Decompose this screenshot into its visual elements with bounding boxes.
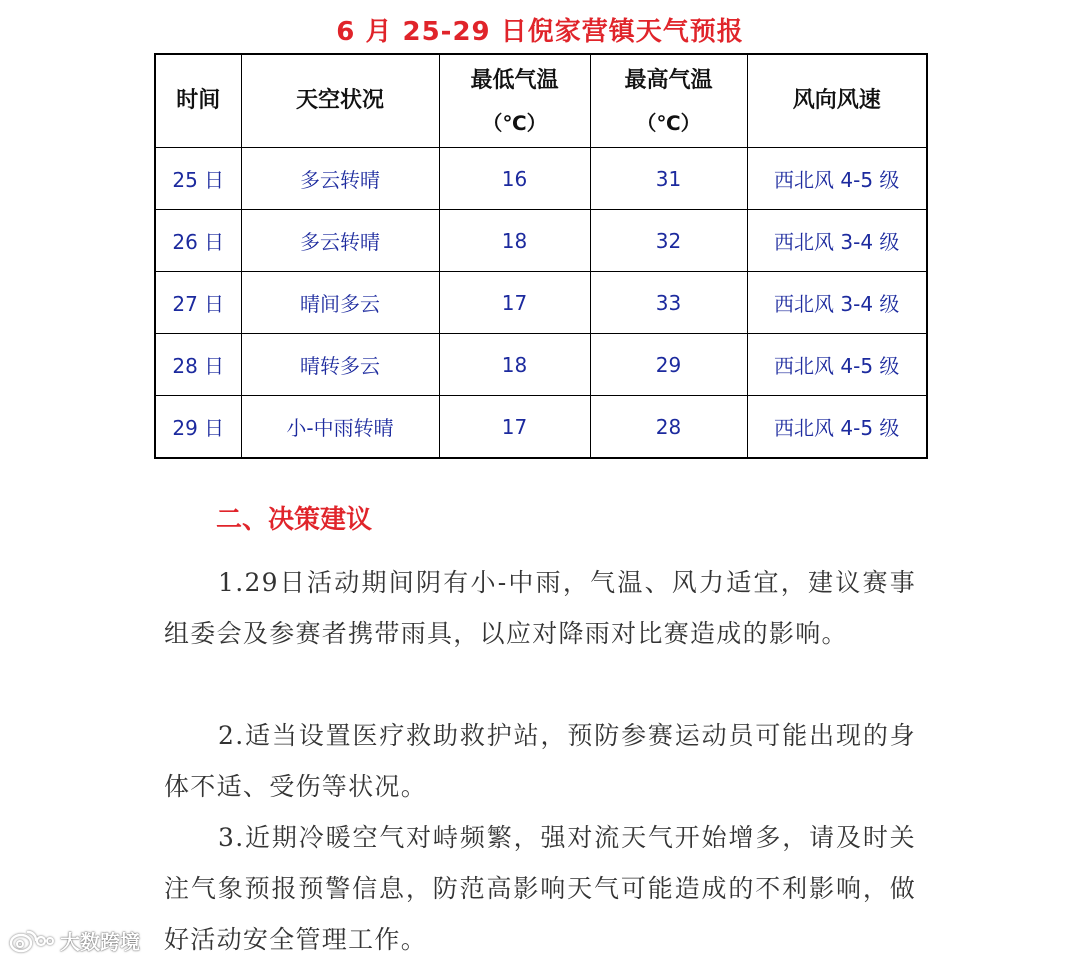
cell-max-temp: 28	[590, 396, 747, 459]
cell-wind: 西北风 3-4 级	[747, 272, 927, 334]
cell-min-temp: 18	[439, 334, 590, 396]
cell-day: 29 日	[155, 396, 241, 459]
watermark-text: 大数跨境	[60, 929, 140, 954]
weibo-logo-icon	[8, 926, 54, 954]
header-max-temp-unit: （℃）	[636, 111, 701, 135]
cell-max-temp: 29	[590, 334, 747, 396]
weather-forecast-table	[154, 53, 928, 459]
cell-day: 26 日	[155, 210, 241, 272]
cell-wind: 西北风 4-5 级	[747, 148, 927, 210]
header-wind: 风向风速	[747, 54, 927, 148]
cell-max-temp: 32	[590, 210, 747, 272]
cell-day: 28 日	[155, 334, 241, 396]
header-time: 时间	[155, 54, 241, 148]
table-row	[155, 148, 927, 210]
section-heading: 二、决策建议	[216, 505, 373, 535]
cell-sky: 晴间多云	[241, 272, 439, 334]
cell-min-temp: 18	[439, 210, 590, 272]
cell-sky: 多云转晴	[241, 210, 439, 272]
advice-paragraph-1: 1.29日活动期间阴有小-中雨，气温、风力适宜，建议赛事组委会及参赛者携带雨具，以应对降雨对比赛造成的影响。	[164, 568, 916, 648]
table-row	[155, 396, 927, 459]
table-header-row	[155, 54, 927, 148]
cell-min-temp: 17	[439, 272, 590, 334]
cell-day: 27 日	[155, 272, 241, 334]
table-row	[155, 272, 927, 334]
cell-wind: 西北风 4-5 级	[747, 396, 927, 459]
cell-max-temp: 33	[590, 272, 747, 334]
cell-max-temp: 31	[590, 148, 747, 210]
cell-wind: 西北风 4-5 级	[747, 334, 927, 396]
forecast-title: 6 月 25-29 日倪家营镇天气预报	[336, 17, 744, 47]
cell-min-temp: 16	[439, 148, 590, 210]
header-max-temp-label: 最高气温	[624, 68, 713, 93]
cell-wind: 西北风 3-4 级	[747, 210, 927, 272]
table-row	[155, 334, 927, 396]
cell-min-temp: 17	[439, 396, 590, 459]
watermark	[8, 922, 140, 958]
header-min-temp-unit: （℃）	[482, 111, 547, 135]
advice-paragraph-3: 3.近期冷暖空气对峙频繁，强对流天气开始增多，请及时关注气象预报预警信息，防范高影响天气可能造成的不利影响，做好活动安全管理工作。	[164, 823, 916, 954]
table-row	[155, 210, 927, 272]
cell-sky: 小-中雨转晴	[241, 396, 439, 459]
advice-paragraph-2: 2.适当设置医疗救助救护站，预防参赛运动员可能出现的身体不适、受伤等状况。	[164, 721, 916, 801]
header-max-temp	[590, 54, 747, 148]
cell-sky: 晴转多云	[241, 334, 439, 396]
header-min-temp-label: 最低气温	[470, 68, 559, 93]
header-min-temp	[439, 54, 590, 148]
cell-day: 25 日	[155, 148, 241, 210]
cell-sky: 多云转晴	[241, 148, 439, 210]
header-sky: 天空状况	[241, 54, 439, 148]
